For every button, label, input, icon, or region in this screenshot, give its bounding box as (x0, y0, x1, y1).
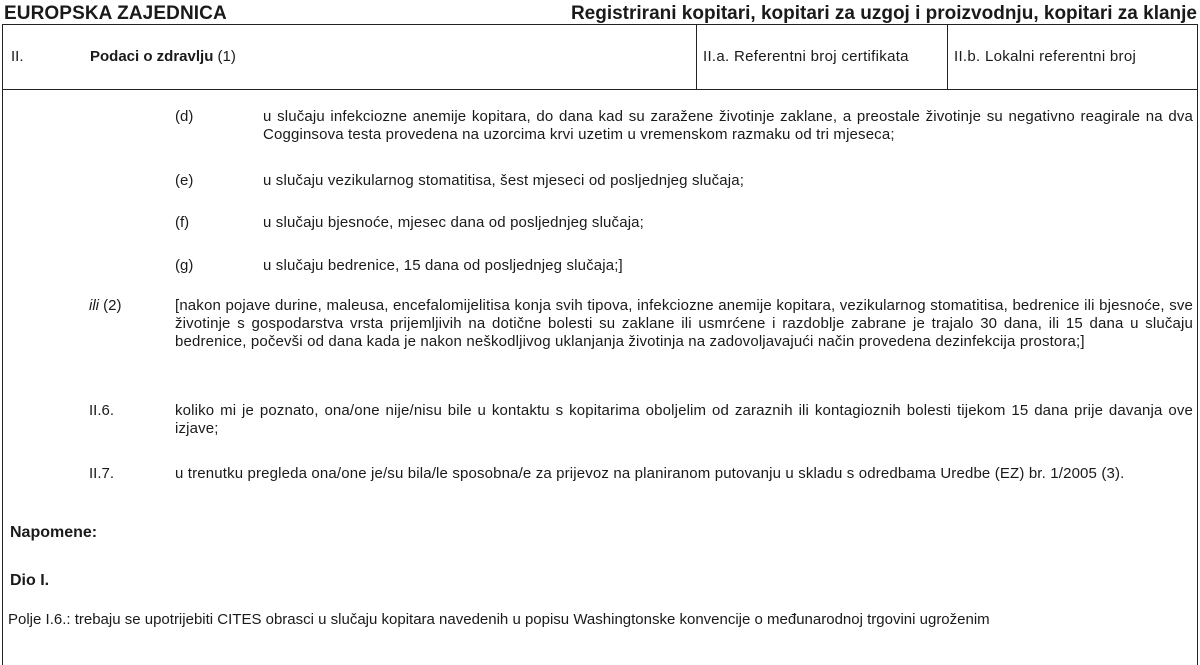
item-text-e: u slučaju vezikularnog stomatitisa, šest mjeseci od posljednjeg slučaja; (263, 172, 745, 189)
alternative-marker-text: ili (89, 297, 99, 314)
section-number: II. (11, 48, 24, 65)
section-7-text (175, 465, 1193, 483)
section-7-main-text: u trenutku pregleda ona/one je/su bila/le sposobna/e za prijevoz na planiranom putovanju u skladu s odredbama Uredbe (EZ) br. 1/2005 (175, 465, 1098, 482)
item-marker-e: (e) (175, 172, 194, 189)
section-7-number: II.7. (89, 465, 115, 482)
item-marker-d: (d) (175, 108, 194, 125)
item-marker-f: (f) (175, 214, 190, 231)
notes-heading: Napomene: (10, 524, 98, 541)
section-title-text: Podaci o zdravlju (90, 48, 214, 65)
local-reference-label: II.b. Lokalni referentni broj (954, 48, 1137, 65)
section-6-number: II.6. (89, 402, 115, 419)
part-heading: Dio I. (10, 572, 50, 589)
alternative-text: [nakon pojave durine, maleusa, encefalomijelitisa konja svih tipova, infekciozne anemije kopitara, vezikularnog stomatitisa, bedrenice ili bjesnoće, sve životinje s gospodarstva vrsta prijemljivih na dotične bolesti su zaklane ili usmrćene i razdoblje zabrane je trajalo 30 dana, ili 15 dana u slučaju bedrenice, počevši od dana kada je nakon neškodljivog uklanjanja životinja na zadovoljavajući način provedena dezinfekcija prostora;] (175, 297, 1193, 350)
certificate-reference-label: II.a. Referentni broj certifikata (703, 48, 909, 65)
cutoff-text-line (8, 611, 1188, 630)
cutoff-text: Polje I.6.: trebaju se upotrijebiti CITES obrasci u slučaju kopitara navedenih u popisu Washingtonske konvencije o međunarodnoj trgovini ugroženim (8, 611, 990, 628)
section-title-note: (1) (217, 48, 236, 65)
issuer-title: EUROPSKA ZAJEDNICA (4, 3, 227, 24)
alternative-note: (2) (103, 297, 122, 314)
item-text-g: u slučaju bedrenice, 15 dana od posljednjeg slučaja;] (263, 257, 623, 274)
item-text-d: u slučaju infekciozne anemije kopitara, do dana kad su zaražene životinje zaklane, a preostale životinje su negativno reagirale na dva Cogginsova testa provedena na uzorcima krvi uzetim u vremenskom razmaku od tri mjeseca; (263, 108, 1193, 143)
item-text-f: u slučaju bjesnoće, mjesec dana od posljednjeg slučaja; (263, 214, 644, 231)
section-7-end: . (1120, 465, 1125, 482)
alternative-marker (89, 297, 122, 315)
item-marker-g: (g) (175, 257, 194, 274)
section-6-text: koliko mi je poznato, ona/one nije/nisu bile u kontaktu s kopitarima oboljelim od zaraznih ili kontagioznih bolesti tijekom 15 dana prije davanja ove izjave; (175, 402, 1193, 437)
section-7-note: (3) (1101, 465, 1121, 482)
certificate-type-title: Registrirani kopitari, kopitari za uzgoj i proizvodnju, kopitari za klanje (570, 3, 1197, 24)
